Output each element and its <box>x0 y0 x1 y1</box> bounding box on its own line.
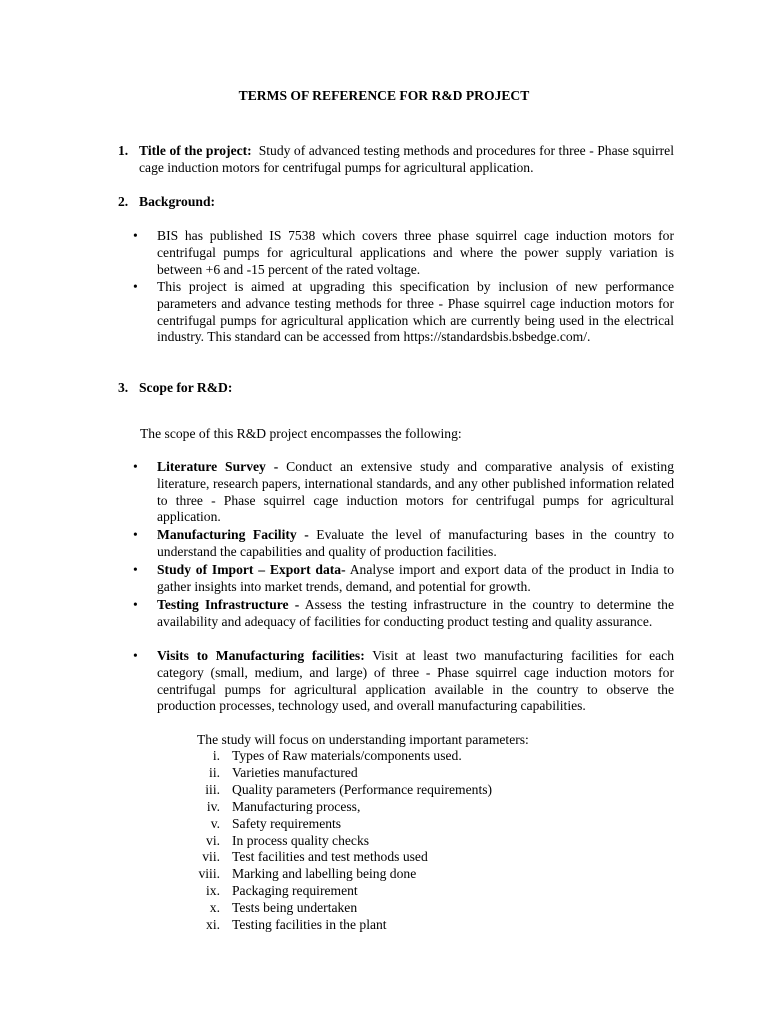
roman-numeral: ix. <box>206 883 220 898</box>
bullet-icon: • <box>133 562 138 577</box>
section-number: 2. <box>118 194 129 209</box>
parameter-text: Tests being undertaken <box>232 900 358 915</box>
study-intro: The study will focus on understanding important parameters: <box>197 732 529 747</box>
document-title: TERMS OF REFERENCE FOR R&D PROJECT <box>238 88 530 103</box>
roman-numeral: i. <box>212 748 220 763</box>
item-label: Study of Import – Export data- <box>157 562 346 577</box>
bullet-text <box>157 597 674 631</box>
parameter-text: Quality parameters (Performance requirements) <box>232 782 493 797</box>
parameter-text: Marking and labelling being done <box>232 866 417 881</box>
section-number: 1. <box>118 143 129 158</box>
roman-numeral: xi. <box>206 917 220 932</box>
item-text: Analyse import and export data of the product in India to gather insights into market trends, demand, and potential for growth. <box>157 562 675 594</box>
bullet-text <box>157 648 674 715</box>
list-item <box>133 597 678 631</box>
section-title-of-project <box>118 143 678 177</box>
list-item <box>170 866 650 883</box>
parameter-text: Packaging requirement <box>232 883 358 898</box>
roman-numeral: vi. <box>206 833 220 848</box>
scope-intro: The scope of this R&D project encompasses the following: <box>140 426 462 441</box>
roman-numeral: ii. <box>209 765 220 780</box>
bullet-icon: • <box>133 279 138 294</box>
roman-numeral: viii. <box>198 866 220 881</box>
list-item <box>170 849 650 866</box>
bullet-icon: • <box>133 597 138 612</box>
item-label: Manufacturing Facility - <box>157 527 309 542</box>
bullet-text <box>157 562 674 596</box>
section-label: Scope for R&D: <box>139 380 233 395</box>
section-body <box>139 194 674 211</box>
roman-numeral: v. <box>210 816 220 831</box>
bullet-icon: • <box>133 459 138 474</box>
section-number: 3. <box>118 380 129 395</box>
section-label: Background: <box>139 194 216 209</box>
parameter-text: Testing facilities in the plant <box>232 917 387 932</box>
item-label: Visits to Manufacturing facilities: <box>157 648 365 663</box>
section-label: Title of the project: <box>139 143 252 158</box>
bullet-icon: • <box>133 527 138 542</box>
parameter-text: Safety requirements <box>232 816 342 831</box>
roman-numeral: x. <box>209 900 220 915</box>
parameter-text: Varieties manufactured <box>232 765 358 780</box>
list-item <box>170 748 650 765</box>
item-label: Testing Infrastructure - <box>157 597 300 612</box>
section-background <box>118 194 678 211</box>
section-text: Study of advanced testing methods and procedures for three - Phase squirrel cage induction motors for centrifugal pumps for agricultural application. <box>139 143 674 175</box>
list-item <box>170 883 650 900</box>
item-text: Evaluate the level of manufacturing bases in the country to understand the capabilities and quality of production facilities. <box>157 527 674 559</box>
list-item <box>170 799 650 816</box>
list-item <box>170 917 650 934</box>
roman-numeral: iv. <box>206 799 220 814</box>
list-item <box>170 833 650 850</box>
section-body <box>139 143 674 177</box>
parameter-text: Types of Raw materials/components used. <box>232 748 462 763</box>
list-item <box>170 816 650 833</box>
bullet-text: BIS has published IS 7538 which covers three phase squirrel cage induction motors for centrifugal pumps for agricultural applications and where the power supply variation is between +6 and -15 percent of the rated voltage. <box>157 228 674 277</box>
bullet-text <box>157 459 674 526</box>
list-item <box>170 782 650 799</box>
list-item <box>133 459 678 526</box>
list-item <box>133 279 678 346</box>
bullet-icon: • <box>133 228 138 243</box>
bullet-text <box>157 527 674 561</box>
list-item <box>133 228 678 278</box>
parameter-text: Manufacturing process, <box>232 799 361 814</box>
item-label: Literature Survey - <box>157 459 279 474</box>
section-scope <box>118 380 678 397</box>
list-item <box>170 765 650 782</box>
parameter-text: Test facilities and test methods used <box>232 849 428 864</box>
roman-numeral: iii. <box>205 782 220 797</box>
item-text: Assess the testing infrastructure in the country to determine the availability and adequacy of facilities for conducting product testing and quality assurance. <box>157 597 674 629</box>
bullet-text: This project is aimed at upgrading this specification by inclusion of new performance parameters and advance testing methods for three - Phase squirrel cage induction motors for centrifugal pumps for agricultural application which are currently being used in the electrical industry. This standard can be accessed from https://standardsbis.bsbedge.com/. <box>157 279 674 345</box>
parameter-text: In process quality checks <box>232 833 370 848</box>
bullet-icon: • <box>133 648 138 663</box>
roman-numeral: vii. <box>202 849 220 864</box>
list-item <box>133 527 678 561</box>
item-text: Conduct an extensive study and comparative analysis of existing literature, research papers, international standards, and any other published information related to three - Phase squirrel cage induction motors for centrifugal pumps for agricultural application. <box>157 459 674 525</box>
item-text: Visit at least two manufacturing facilities for each category (small, medium, and large) of three - Phase squirrel cage induction motors for centrifugal pumps for agricultural application available in the country to observe the production processes, technology used, and overall manufacturing capabilities. <box>157 648 674 714</box>
section-body <box>139 380 674 397</box>
list-item <box>133 562 678 596</box>
list-item <box>133 648 678 715</box>
list-item <box>170 900 650 917</box>
